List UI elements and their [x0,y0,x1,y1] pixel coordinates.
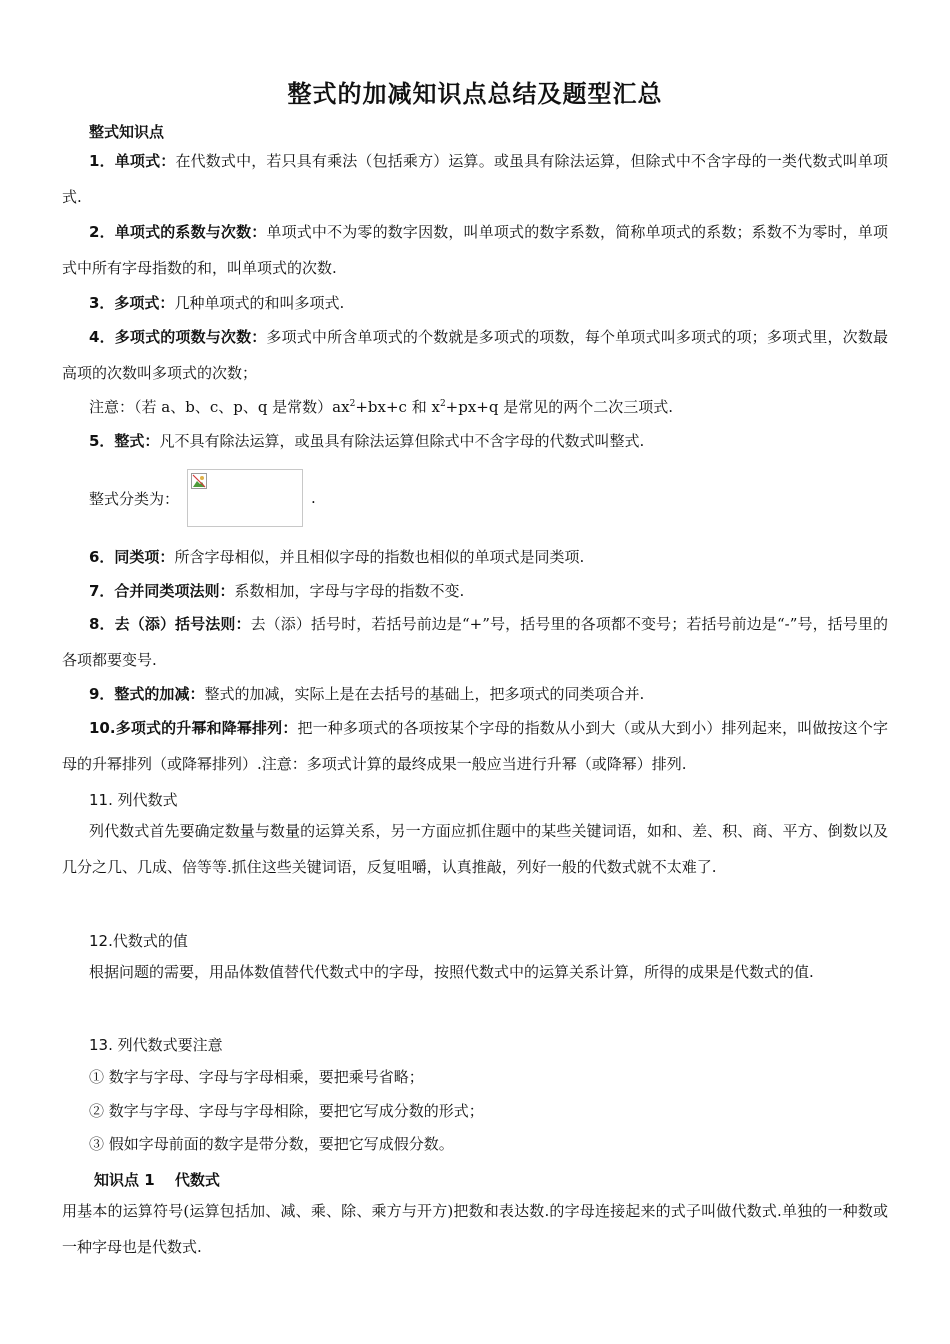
item-10-term: 10.多项式的升幂和降幂排列： [89,719,298,737]
item-2-text: 单项式中不为零的数字因数，叫单项式的数字系数，简称单项式的系数；系数不为零时，单项式中所有字母指数的和，叫单项式的次数. [62,223,888,277]
item-1-text: 在代数式中，若只具有乘法（包括乘方）运算。或虽具有除法运算，但除式中不含字母的一类代数式叫单项式. [62,152,888,206]
item-7-text: 系数相加，字母与字母的指数不变. [234,582,465,600]
item-9-text: 整式的加减，实际上是在去括号的基础上，把多项式的同类项合并. [204,685,645,703]
item-1 [62,143,888,215]
item-11-text: 列代数式首先要确定数量与数量的运算关系，另一方面应抓住题中的某些关键词语，如和、差、积、商、平方、倒数以及几分之几、几成、倍等等.抓住这些关键词语，反复咀嚼，认真推敲，列好一般的代数式就不太难了. [62,822,888,876]
classification-image-placeholder [187,469,303,527]
item-3 [62,285,888,321]
classification-row [89,468,316,528]
item-3-term: 3．多项式： [89,294,175,312]
item-10 [62,710,888,782]
item-4-term: 4．多项式的项数与次数： [89,328,267,346]
item-7 [62,573,888,609]
item-4-text: 多项式中所含单项式的个数就是多项式的项数，每个单项式叫多项式的项；多项式里，次数最高项的次数叫多项式的次数； [62,328,888,382]
classification-end: . [311,489,316,507]
item-2-term: 2．单项式的系数与次数： [89,223,267,241]
item-9 [62,676,888,712]
item-10-text: 把一种多项式的各项按某个字母的指数从小到大（或从大到小）排列起来，叫做按这个字母的升幂排列（或降幂排列）.注意：多项式计算的最终成果一般应当进行升幂（或降幂）排列. [62,719,888,773]
item-9-term: 9．整式的加减： [89,685,205,703]
item-6-term: 6．同类项： [89,548,175,566]
section-heading: 整式知识点 [89,123,165,141]
item-3-text: 几种单项式的和叫多项式. [174,294,345,312]
item-7-term: 7．合并同类项法则： [89,582,235,600]
knowledge-point-1-heading: 知识点 1 代数式 [94,1171,220,1189]
document-title: 整式的加减知识点总结及题型汇总 [287,80,663,108]
note-prefix: 注意：（若 a、b、c、p、q 是常数）ax [89,398,350,416]
item-8-term: 8．去（添）括号法则： [89,615,251,633]
item-13-heading: 13. 列代数式要注意 [89,1036,223,1054]
item-6-text: 所含字母相似，并且相似字母的指数也相似的单项式是同类项. [174,548,585,566]
item-2 [62,214,888,286]
item-8-text: 去（添）括号时，若括号前边是“+”号，括号里的各项都不变号；若括号前边是“-”号，括号里的各项都要变号. [62,615,888,669]
item-5-term: 5．整式： [89,432,160,450]
item-1-term: 1．单项式： [89,152,176,170]
item-12-heading: 12.代数式的值 [89,932,188,950]
note-mid: +bx+c 和 x [355,398,440,416]
broken-image-icon [191,473,207,489]
note-sup-1: 2 [349,399,356,409]
item-13-point-2: ② 数字与字母、字母与字母相除，要把它写成分数的形式； [89,1102,484,1120]
item-5-text: 凡不具有除法运算，或虽具有除法运算但除式中不含字母的代数式叫整式. [159,432,645,450]
item-11-heading: 11. 列代数式 [89,791,178,809]
item-12-text: 根据问题的需要，用品体数值替代代数式中的字母，按照代数式中的运算关系计算，所得的成果是代数式的值. [89,963,814,981]
classification-label: 整式分类为： [89,489,180,508]
item-5 [62,423,888,459]
note-suffix: +px+q 是常见的两个二次三项式. [445,398,674,416]
item-8 [62,606,888,678]
item-6 [62,539,888,575]
note-line [62,389,888,425]
item-13-point-3: ③ 假如字母前面的数字是带分数，要把它写成假分数。 [89,1135,454,1153]
item-13-point-1: ① 数字与字母、字母与字母相乘，要把乘号省略； [89,1068,424,1086]
knowledge-point-1-text: 用基本的运算符号(运算包括加、减、乘、除、乘方与开方)把数和表达数.的字母连接起来的式子叫做代数式.单独的一种数或一种字母也是代数式. [62,1202,888,1256]
note-sup-2: 2 [439,399,446,409]
item-4 [62,319,888,391]
